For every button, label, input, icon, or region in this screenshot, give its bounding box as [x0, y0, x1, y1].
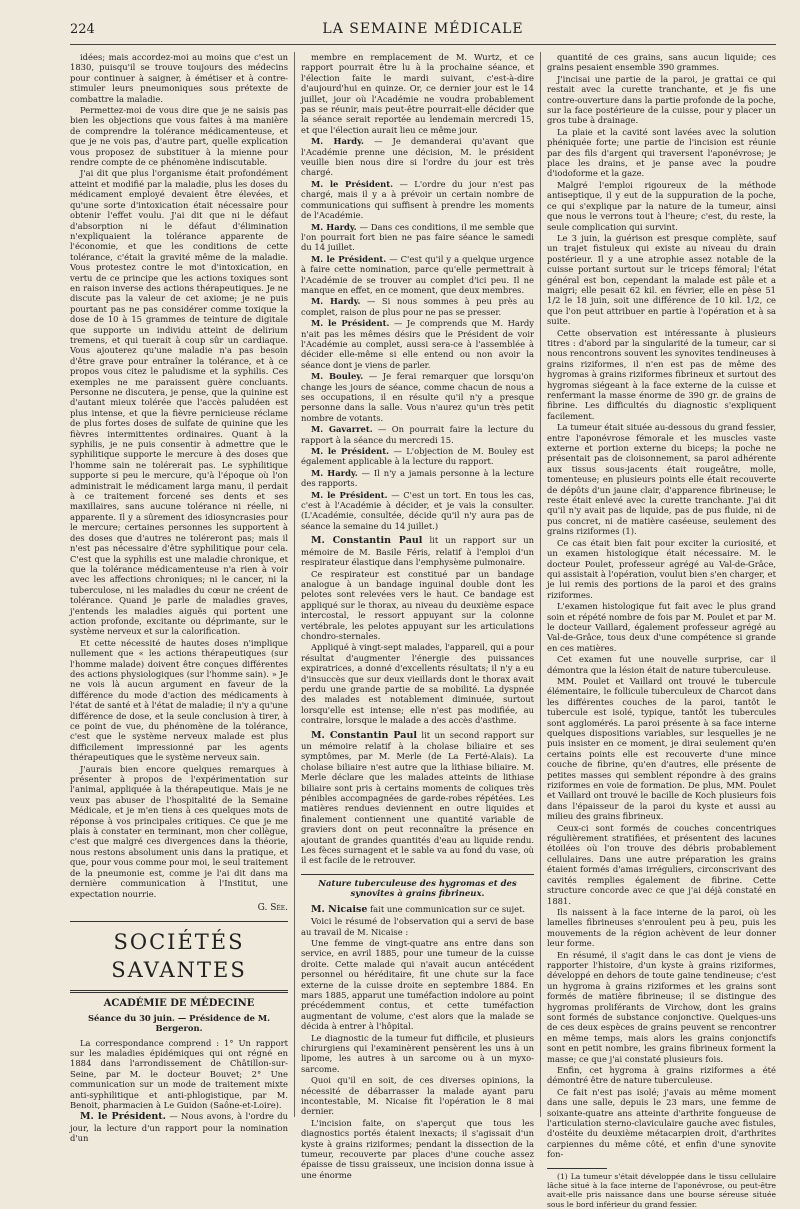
page-header	[70, 20, 776, 45]
seance-line: Séance du 30 juin. — Présidence de M. Bergeron.	[87, 1012, 271, 1034]
journal-title: LA SEMAINE MÉDICALE	[322, 21, 524, 37]
dialogue-entry	[301, 318, 534, 370]
section-title: SOCIÉTÉS SAVANTES	[111, 930, 247, 983]
paragraph: Permettez-moi de vous dire que je ne saisis pas bien les objections que vous faites à ma manière de comprendre la tolérance médicamenteuse, et que je ne vois pas, d'autre part, quelle explication vous proposez de substituer à la mienne pour rendre compte de ce phénomène indiscutable.	[70, 105, 288, 168]
speaker: M. Constantin Paul	[311, 535, 423, 547]
speaker: M. Hardy.	[311, 221, 357, 232]
paragraph: La tumeur était située au-dessous du grand fessier, entre l'aponévrose fémorale et les muscles vaste externe et portion externe du biceps; la poche ne présentait pas de cloisonnement, sa paroi adhérente aux tissus sous-jacents était rougeâtre, molle, tomenteuse; en plusieurs points elle était recouverte de dépôts d'un jaune clair, d'apparence fibrineuse; le reste était enlevé avec la curette tranchante. J'ai dit qu'il n'y avait pas de liquide, pas de pus fluide, ni de pus concret, ni de matière caséeuse, seulement des grains riziformes (1).	[547, 422, 776, 537]
paragraph: J'ai dit que plus l'organisme était profondément atteint et modifié par la maladie, plus les doses du médicament employé devaient être élevées, et qu'une sorte d'intoxication était nécessaire pour obtenir l'effet voulu. J'ai dit que ni le défaut d'absorption ni le défaut d'élimination n'expliquaient la tolérance apparente de l'économie, et que les conditions de cette tolérance, c'était la gravité même de la maladie. Vous protestez contre le mot d'intoxication, en vertu de ce principe que les actions toxiques sont en raison inverse des actions thérapeutiques. Je ne discute pas la valeur de cet axiome; je ne puis pourtant pas ne pas considérer comme toxique la dose de 10 à 15 grammes de teinture de digitale que supporte un individu atteint de delirium tremens, et qui tuerait à coup sûr un cardiaque. Vous ajouterez qu'une maladie n'a pas besoin d'être grave pour entraîner la tolérance, et à ce propos vous citez le paludisme et la syphilis. Ces exemples ne me paraissent guère concluants. Personne ne discutera, je pense, que la quinine est d'autant mieux tolérée que l'accès paludéen est plus intense, et que la fièvre pernicieuse réclame de plus fortes doses de sulfate de quinine que les fièvres intermittentes ordinaires. Quant à la syphilis, je ne puis consentir à admettre que le syphilitique supporte le mercure à des doses que l'homme sain ne tolérerait pas. Le syphilitique supporte si peu le mercure, qu'à l'époque où l'on administrait le médicament larga manu, il perdait à ce traitement forcené ses dents et ses maxillaires, sans aucune tolérance ni réelle, ni apparente. Il y a sûrement des idiosyncrasies pour le mercure; certaines personnes les supportent à des doses que d'autres ne toléreront pas; mais il n'est pas nécessaire d'être syphilitique pour cela. C'est que la syphilis est une maladie chronique, et que la tolérance médicamenteuse n'a rien à voir avec les affections chroniques; ni le cancer, ni la tuberculose, ni les maladies du cœur ne créent de tolérance. Quand je parle de maladies graves, j'entends les maladies aiguës qui portent une action profonde, excitante ou déprimante, sur le système nerveux et sur la calorification.	[70, 168, 288, 637]
remark-text: — Nous avons, à l'ordre du jour, la lecture d'un rapport pour la nomination d'un	[70, 1111, 289, 1144]
speaker: M. Bouley.	[311, 371, 364, 382]
paragraph: Quoi qu'il en soit, de ces diverses opinions, la nécessité de débarrasser la malade ayant paru incontestable, M. Nicaise fit l'opération le 8 mai dernier.	[301, 1075, 534, 1117]
paragraph: En résumé, il s'agit dans le cas dont je viens de rapporter l'histoire, d'un kyste à grains riziformes, développé en dehors de toute gaine tendineuse; c'est un hygroma à grains riziformes et les grains sont formés de matière fibrineuse; il se distingue des hygromas proliférants de Virchow, dont les grains sont formés de substance conjonctive. Quelques-uns de ces deux espèces de grains peuvent se rencontrer en même temps, mais alors les grains conjonctifs sont en petit nombre, les grains fibrineux forment la masse; ce que j'ai constaté plusieurs fois.	[547, 949, 776, 1064]
paragraph: Voici le résumé de l'observation qui a servi de base au travail de M. Nicaise :	[301, 916, 534, 937]
dialogue-entry	[301, 254, 534, 296]
paragraph: Malgré l'emploi rigoureux de la méthode antiseptique, il y eut de la suppuration de la poche, ce qui s'explique par la nature de la tumeur, ainsi que nous le verrons tout à l'heure; c'est, du reste, la seule complication qui survint.	[547, 179, 776, 232]
dialogue-entry	[301, 371, 534, 423]
column-1	[70, 52, 289, 1144]
speaker: M. Hardy.	[311, 136, 364, 147]
footnote: (1) La tumeur s'était développée dans le tissu cellulaire lâche situé à la face interne de l'aponévrose, ou peut-être avait-elle pris naissance dans une bourse séreuse située sous le bord inférieur du grand fessier.	[547, 1171, 776, 1209]
paragraph: J'incisai une partie de la paroi, je grattai ce qui restait avec la curette tranchante, et je fis une contre-ouverture dans la partie profonde de la poche, sur la face postérieure de la cuisse, pour y placer un gros tube à drainage.	[547, 73, 776, 126]
paragraph: quantité de ces grains, sans aucun liquide; ces grains pesaient ensemble 390 grammes.	[547, 52, 776, 73]
subsection-title: ACADÉMIE DE MÉDECINE	[103, 998, 255, 1010]
paragraph: Ce cas était bien fait pour exciter la curiosité, et un examen histologique était nécessaire. M. le docteur Poulet, professeur agrégé au Val-de-Grâce, qui assistait à l'opération, voulut bien s'en charger, et je lui remis des portions de la paroi et des grains riziformes.	[547, 537, 776, 600]
dialogue-text: — Je demanderai qu'avant que l'Académie prenne une décision, M. le président veuille bien nous dire si l'ordre du jour est très chargé.	[301, 136, 534, 178]
paragraph: Cet examen fut une nouvelle surprise, car il démontra que la lésion était de nature tuberculeuse.	[547, 654, 776, 675]
dialogue-entry	[301, 136, 534, 178]
paragraph: Ils naissent à la face interne de la paroi, où les lamelles fibrineuses s'enroulent peu à peu, puis les mouvements de la région achèvent de leur donner leur forme.	[547, 906, 776, 949]
paragraph: Le 3 juin, la guérison est presque complète, sauf un trajet fistuleux qui existe au niveau du drain postérieur. Il y a une atrophie assez notable de la cuisse portant surtout sur le triceps fémoral; l'état général est bon, cependant la malade est pâle et a maigri; elle pesait 62 kil. en février, elle en pèse 51 1/2 le 18 juin, soit une différence de 10 kil. 1/2, ce que l'on peut attribuer en partie à l'opération et à sa suite.	[547, 232, 776, 327]
speaker: M. Gavarret.	[311, 424, 373, 435]
dialogue-text: — Si nous sommes à peu près au complet, raison de plus pour ne pas se presser.	[301, 296, 535, 317]
paragraph: L'incision faite, on s'aperçut que tous les diagnostics portés étaient inexacts; il s'agissait d'un kyste à grains riziformes; pendant la dissection de la tumeur, recouverte par places d'une couche assez épaisse de tissu graisseux, une incision donna issue à une énorme	[301, 1117, 534, 1180]
column-divider	[540, 52, 541, 1117]
speaker: M. le Président.	[311, 318, 390, 329]
dialogue-text: — On pourrait faire la lecture du rapport à la séance du mercredi 15.	[301, 424, 534, 445]
speaker: M. Hardy.	[311, 296, 361, 307]
speaker: M. le Président.	[80, 1111, 166, 1123]
rapport	[301, 730, 534, 866]
article-title: Nature tuberculeuse des hygromas et des synovites à grains fibrineux.	[318, 878, 517, 900]
paragraph: Cette observation est intéressante à plusieurs titres : d'abord par la singularité de la tumeur, car si nous rencontrons souvent les synovites tendineuses à grains riziformes, il n'en est pas de même des hygromas à grains riziformes fibrineux et surtout des hygromas siégeant à la face externe de la cuisse et renfermant la masse énorme de 390 gr. de grains de fibrine. Les difficultés du diagnostic s'expliquent facilement.	[547, 327, 776, 421]
paragraph: La plaie et la cavité sont lavées avec la solution phéniquée forte; une partie de l'incision est réunie par des fils d'argent qui traversent l'aponévrose; je place les drains, et je panse avec la poudre d'iodoforme et la gaze.	[547, 126, 776, 179]
dialogue	[301, 136, 534, 531]
speaker: M. Nicaise	[311, 903, 368, 915]
paragraph: Une femme de vingt-quatre ans entre dans son service, en avril 1885, pour une tumeur de la cuisse droite. Cette malade qui n'avait aucun antécédent personnel ou héréditaire, fit une chute sur la face externe de la cuisse droite en septembre 1884. En mars 1885, apparut une tuméfaction indolore au point précédemment contus, et cette tuméfaction augmentant de volume, c'est alors que la malade se décida à entrer à l'hôpital.	[301, 937, 534, 1032]
dialogue-text: — C'est un tort. En tous les cas, c'est à l'Académie à décider, et je vais la consulter. (L'Académie, consultée, décide qu'il n'y aura pas de séance la semaine du 14 juillet.)	[301, 489, 534, 531]
paragraph: Enfin, cet hygroma à grains riziformes a été démontré être de nature tuberculeuse.	[547, 1065, 776, 1086]
speaker: M. le Président.	[311, 489, 388, 500]
footnote-rule	[547, 1168, 607, 1169]
dialogue-text: — Je ferai remarquer que lorsqu'on change les jours de séance, comme chacun de nous a ses occupations, il en résulte qu'il n'y a presque personne dans la salle. Vous n'aurez qu'un très petit nombre de votants.	[301, 371, 534, 423]
column-divider	[294, 52, 295, 1117]
lead-text: lit un rapport sur un mémoire de M. Basile Féris, relatif à l'emploi d'un respirateur élastique dans l'emphysème pulmonaire.	[301, 535, 534, 568]
dialogue-entry	[301, 179, 534, 221]
page-number: 224	[70, 22, 95, 37]
speaker: M. Hardy.	[311, 467, 358, 478]
speaker: M. le Président.	[311, 446, 390, 457]
correspondance: La correspondance comprend : 1° Un rapport sur les maladies épidémiques qui ont régné en 1884 dans l'arrondissement de Châtillon-sur-Seine, par M. le docteur Bouvet; 2° Une communication sur un mode de traitement mixte anti-syphilitique et anti-phlogistique, par M. Benoit, pharmacien à Le Guidon (Saône-et-Loire).	[70, 1037, 288, 1110]
col3-paragraphs	[547, 52, 776, 1160]
president-remark	[70, 1111, 288, 1143]
dialogue-text: — Je comprends que M. Hardy n'ait pas les mêmes désirs que le Président de voir l'Académie au complet, aussi sera-ce à l'assemblée à décider elle-même si elle entend ou non avoir la séance dont je viens de parler.	[301, 318, 534, 370]
dialogue-entry	[301, 468, 534, 489]
dialogue-entry	[301, 490, 534, 532]
dialogue-text: — Dans ces conditions, il me semble que l'on pourrait fort bien ne pas faire séance le samedi du 14 juillet.	[301, 221, 534, 253]
paragraph: idées; mais accordez-moi au moins que c'est un 1830, puisqu'il se trouve toujours des médecins pour continuer à saigner, à émétiser et à contre-stimuler leurs pneumoniques sous prétexte de combattre la maladie.	[70, 52, 288, 104]
speaker: M. Constantin Paul	[311, 729, 417, 741]
paragraph: Ce fait n'est pas isolé; j'avais au même moment dans une salle, depuis le 23 mars, une femme de soixante-quatre ans atteinte d'arthrite fongueuse de l'articulation sterno-claviculaire gauche avec fistules, d'ostéite du deuxième métacarpien droit, d'arthrites carpiennes du même côté, et enfin d'une synovite fon-	[547, 1086, 776, 1160]
dialogue-entry	[301, 222, 534, 253]
communication	[301, 904, 534, 915]
dialogue-entry	[301, 296, 534, 317]
paragraph: Appliqué à vingt-sept malades, l'appareil, qui a pour résultat d'augmenter l'énergie des puissances expiratrices, a donné d'excellents résultats; il n'y a eu d'insuccès que sur deux vieillards dont le thorax avait perdu une grande partie de sa mobilité. La dyspnée des malades est notablement diminuée, surtout lorsqu'elle est intense; elle n'est pas modifiée, au contraire, lorsque le malade a des accès d'asthme.	[301, 642, 534, 726]
paragraph: L'examen histologique fut fait avec le plus grand soin et répété nombre de fois par M. Poulet et par M. le docteur Vaillard, également professeur agrégé au Val-de-Grâce, tous deux d'une compétence si grande en ces matières.	[547, 601, 776, 653]
column-3	[547, 52, 776, 1209]
rapport	[301, 535, 534, 567]
speaker: M. le Président.	[311, 253, 387, 264]
dialogue-text: — Il n'y a jamais personne à la lecture des rapports.	[301, 467, 534, 489]
paragraph: Le diagnostic de la tumeur fut difficile, et plusieurs chirurgiens qui l'examinèrent pensèrent les uns à un lipome, les autres à un sarcome ou à un myxo-sarcome.	[301, 1032, 534, 1074]
paragraph: J'aurais bien encore quelques remarques à présenter à propos de l'expérimentation sur l'animal, appliquée à la thérapeutique. Mais je ne veux pas abuser de l'hospitalité de la Semaine Médicale, et je m'en tiens à ces quelques mots de réponse à vos principales critiques. Ce que je me plais à constater en terminant, mon cher collègue, c'est que malgré ces divergences dans la théorie, nous restons absolument unis dans la pratique, et que, pour vous comme pour moi, le seul traitement de la pneumonie est, comme je l'ai dit dans ma dernière communication à l'Institut, une expectation nourrie.	[70, 763, 288, 899]
separator	[70, 990, 288, 993]
column-2	[301, 52, 535, 1180]
dialogue-entry	[301, 446, 534, 467]
paragraph: Et cette nécessité de hautes doses n'implique nullement que « les actions thérapeutiques (sur l'homme malade) doivent être conçues différentes des actions physiologiques (sur l'homme sain). » Je ne vois là aucun argument en faveur de la différence du mode d'action des médicaments à l'état de santé et à l'état de maladie; il n'y a qu'une différence de dose, et la seule conclusion à tirer, à ce point de vue, du phénomène de la tolérance, c'est que le système nerveux malade est plus difficilement impressionné par les agents thérapeutiques que le système nerveux sain.	[70, 637, 288, 763]
dialogue-text: — L'ordre du jour n'est pas chargé, mais il y a à prévoir un certain nombre de communications qui suffisent à prendre les moments de l'Académie.	[301, 178, 534, 221]
separator	[301, 874, 534, 875]
lead-text: fait une communication sur ce sujet.	[370, 903, 526, 914]
dialogue-text: — L'objection de M. Bouley est également applicable à la lecture du rapport.	[301, 446, 535, 467]
paragraph: membre en remplacement de M. Wurtz, et ce rapport pourrait être lu à la prochaine séance, et l'élection faite le mardi suivant, c'est-à-dire d'aujourd'hui en quinze. Or, ce dernier jour est le 14 juillet, jour où l'Académie ne voudra probablement pas se réunir, mais peut-être pourrait-elle décider que la séance serait reportée au lendemain mercredi 15, et que l'élection aurait lieu ce même jour.	[301, 52, 534, 135]
dialogue-entry	[301, 424, 534, 445]
separator	[70, 921, 288, 922]
paragraph: MM. Poulet et Vaillard ont trouvé le tubercule élémentaire, le follicule tuberculeux de Charcot dans les différentes couches de la paroi, tantôt le tubercule est isolé, typique, tantôt les tubercules sont agglomérés. La paroi présente à sa face interne quelques dispositions variables, sur lesquelles je ne puis insister en ce moment, je dirai seulement qu'en certains points elle est recouverte d'une mince couche de fibrine, qu'en d'autres, elle présente de petites masses qui semblent répondre à des grains riziformes en voie de formation. De plus, MM. Poulet et Vaillard ont trouvé le bacille de Koch plusieurs fois dans l'épaisseur de la paroi du kyste et aussi au milieu des grains fibrineux.	[547, 675, 776, 822]
paragraph: Ceux-ci sont formés de couches concentriques régulièrement stratifiées, et présentent des lacunes étoilées où l'on trouve des débris probablement cellulaires. Dans une autre préparation les grains étaient formés d'amas irréguliers, circonscrivant des cavités remplies également de fibrine. Cette structure concorde avec ce que j'ai déjà constaté en 1881.	[547, 822, 776, 906]
speaker: M. le Président.	[311, 178, 394, 189]
signature: G. Sée.	[257, 902, 288, 913]
paragraph: Ce respirateur est constitué par un bandage analogue à un bandage inguinal double dont les pelotes sont relevées vers le haut. Ce bandage est appliqué sur le thorax, au niveau du deuxième espace intercostal, le ressort appuyant sur la colonne vertébrale, les pelotes appuyant sur les articulations chondro-sternales.	[301, 568, 534, 641]
lead-text: lit un second rapport sur un mémoire relatif à la cholase biliaire et ses symptômes, par M. Merle (de La Ferté-Alais). La cholase biliaire n'est autre que la lithiase biliaire. M. Merle déclare que les malades atteints de lithiase biliaire sont pris à certains moments de coliques très pénibles accompagnées de garde-robes répétées. Les matières rendues deviennent en outre liquides et finalement contiennent une quantité variable de graviers dont on peut reconnaître la présence en ajoutant de grandes quantités d'eau au liquide rendu. Les fèces surnagent et le sable va au fond du vase, où il est facile de le retrouver.	[301, 729, 534, 866]
dialogue-text: — C'est qu'il y a quelque urgence à faire cette nomination, parce qu'elle permettrait à l'Académie de se trouver au complet d'ici peu. Il ne manque en effet, en ce moment, que deux membres.	[301, 253, 534, 295]
